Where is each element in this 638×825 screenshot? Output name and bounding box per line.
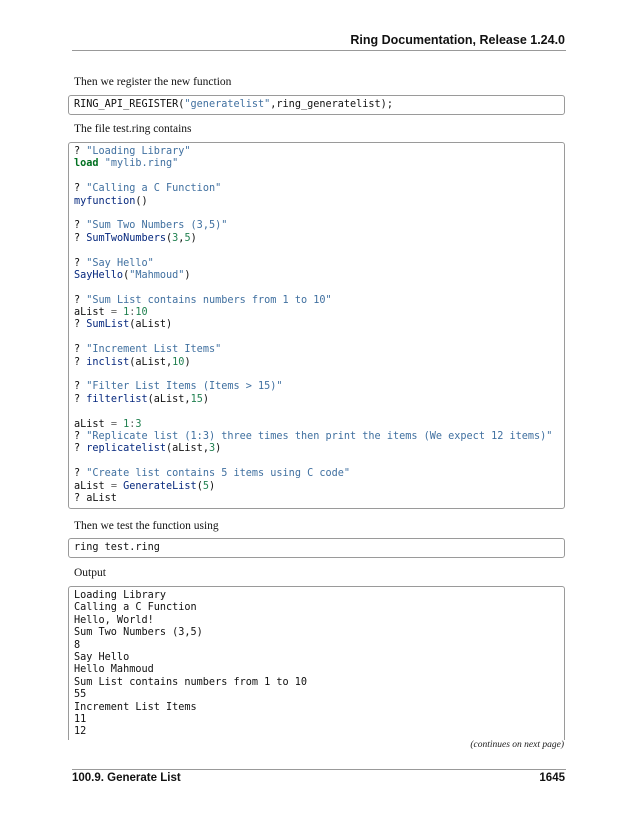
code-line	[74, 652, 559, 664]
code-token: Calling a C Function	[74, 602, 197, 614]
code-line	[74, 627, 559, 639]
code-token: ? aList	[74, 492, 117, 504]
code-token: Hello Mahmoud	[74, 664, 154, 676]
code-token: 8	[74, 639, 81, 651]
code-line	[74, 542, 559, 554]
code-token: replicatelist	[86, 443, 167, 455]
code-token: (aList,	[166, 443, 209, 455]
code-token: load	[74, 158, 99, 170]
footer-page-number: 1645	[539, 772, 565, 784]
code-line	[74, 245, 559, 257]
code-token: :	[129, 418, 136, 430]
code-token: aList	[74, 480, 111, 492]
code-token: "Say Hello"	[86, 257, 154, 269]
code-line	[74, 233, 559, 245]
code-token: "Increment List Items"	[86, 344, 222, 356]
code-token: ?	[74, 468, 87, 480]
code-token: "Mahmoud"	[129, 269, 185, 281]
code-token: ,	[178, 232, 185, 244]
code-token: (aList,	[129, 356, 173, 368]
code-token: ring test.ring	[74, 542, 160, 553]
code-token: "Calling a C Function"	[86, 183, 222, 195]
code-token: ?	[74, 232, 87, 244]
code-token: ?	[74, 443, 87, 455]
code-token: )	[202, 393, 209, 405]
code-token: ?	[74, 393, 87, 405]
code-token: 10	[135, 307, 148, 319]
code-token: 5	[184, 232, 191, 244]
code-token: GenerateList	[123, 480, 197, 492]
code-line	[74, 664, 559, 676]
code-line	[74, 307, 559, 319]
code-token: ?	[74, 294, 87, 306]
code-token: ?	[74, 146, 87, 157]
code-line	[74, 394, 559, 406]
code-token: "Sum List contains numbers from 1 to 10"	[86, 294, 332, 306]
code-token: )	[208, 480, 216, 492]
code-token: )	[190, 232, 197, 244]
code-line	[74, 344, 559, 356]
page-header-title: Ring Documentation, Release 1.24.0	[350, 33, 565, 47]
code-token: ?	[74, 356, 87, 368]
code-token: )	[215, 443, 222, 455]
code-token: ?	[74, 220, 87, 232]
code-line	[74, 196, 559, 208]
code-token: 5	[202, 480, 209, 492]
code-token: filterlist	[86, 393, 148, 405]
code-line	[74, 381, 559, 393]
code-token: )	[184, 269, 191, 281]
code-block-output	[68, 586, 565, 740]
code-token: SayHello	[74, 269, 124, 281]
code-line	[74, 369, 559, 381]
code-line	[74, 99, 559, 111]
code-line	[74, 406, 559, 418]
code-line	[74, 171, 559, 183]
code-token: :	[129, 307, 136, 319]
code-line	[74, 183, 559, 195]
code-line	[74, 319, 559, 331]
paragraph-output: Output	[74, 567, 106, 579]
code-token: (	[166, 232, 173, 244]
code-line	[74, 493, 559, 505]
code-token: ?	[74, 257, 87, 269]
code-line	[74, 640, 559, 652]
code-token: 1	[123, 418, 130, 430]
code-token: (aList,	[147, 393, 191, 405]
code-token: Sum Two Numbers (3,5)	[74, 627, 203, 639]
header-divider	[72, 50, 566, 51]
code-token: Hello, World!	[74, 614, 154, 626]
code-line	[74, 602, 559, 614]
code-line	[74, 714, 559, 726]
code-line	[74, 677, 559, 689]
code-block-test-ring	[68, 142, 565, 509]
paragraph-register: Then we register the new function	[74, 76, 232, 88]
code-token: 15	[190, 393, 203, 405]
code-token: "Create list contains 5 items using C code"	[86, 468, 351, 480]
code-line	[74, 295, 559, 307]
code-token: "Loading Library"	[86, 146, 191, 157]
code-token: ?	[74, 183, 87, 195]
code-token: ,ring_generatelist);	[270, 99, 393, 110]
code-token: "Replicate list (1:3) three times then print the items (We expect 12 items)"	[86, 430, 553, 442]
code-line	[74, 419, 559, 431]
code-line	[74, 431, 559, 443]
code-line	[74, 726, 559, 738]
code-token: 11	[74, 713, 87, 725]
code-token: ?	[74, 344, 87, 356]
code-token: 3	[172, 232, 179, 244]
code-line	[74, 258, 559, 270]
code-token: 55	[74, 689, 87, 701]
code-line	[74, 468, 559, 480]
footer-divider	[72, 769, 566, 770]
code-token: "mylib.ring"	[104, 158, 179, 170]
code-token: ?	[74, 381, 87, 393]
code-token: SumTwoNumbers	[86, 232, 167, 244]
code-line	[74, 357, 559, 369]
code-token: =	[110, 307, 117, 319]
code-token: 3	[208, 443, 216, 455]
code-line	[74, 158, 559, 170]
code-line	[74, 220, 559, 232]
code-token: "Sum Two Numbers (3,5)"	[86, 220, 228, 232]
code-block-run	[68, 538, 565, 558]
code-token: 12	[74, 726, 87, 738]
code-line	[74, 282, 559, 294]
code-token: 3	[135, 418, 142, 430]
code-block-register	[68, 95, 565, 115]
code-line	[74, 615, 559, 627]
code-line	[74, 443, 559, 455]
code-token: =	[110, 418, 117, 430]
code-token: 10	[172, 356, 185, 368]
code-token: RING_API_REGISTER(	[74, 99, 185, 110]
code-line	[74, 456, 559, 468]
paragraph-testrun: Then we test the function using	[74, 520, 219, 532]
code-token: aList	[74, 307, 111, 319]
code-token: ?	[74, 430, 87, 442]
code-token: (	[196, 480, 203, 492]
code-token: aList	[74, 418, 111, 430]
code-token: Sum List contains numbers from 1 to 10	[74, 676, 308, 688]
code-line	[74, 270, 559, 282]
code-token: 1	[123, 307, 130, 319]
code-token: myfunction	[74, 195, 136, 207]
code-token: Loading Library	[74, 590, 167, 601]
code-line	[74, 332, 559, 344]
code-token: ?	[74, 319, 87, 331]
code-line	[74, 590, 559, 602]
code-token: "generatelist"	[184, 99, 271, 110]
code-token: SumList	[86, 319, 130, 331]
code-token: (aList)	[129, 319, 173, 331]
code-line	[74, 689, 559, 701]
code-token: Say Hello	[74, 651, 130, 663]
paragraph-testfile: The file test.ring contains	[74, 123, 192, 135]
code-token: )	[184, 356, 191, 368]
footer-section-title: 100.9. Generate List	[72, 772, 181, 784]
code-line	[74, 702, 559, 714]
code-token: =	[110, 480, 117, 492]
code-token: (	[123, 269, 130, 281]
code-token: "Filter List Items (Items > 15)"	[86, 381, 283, 393]
continues-note: (continues on next page)	[470, 740, 564, 750]
code-token: Increment List Items	[74, 701, 197, 713]
code-line	[74, 208, 559, 220]
code-line	[74, 146, 559, 158]
code-token: ()	[135, 195, 148, 207]
code-line	[74, 481, 559, 493]
code-token: inclist	[86, 356, 130, 368]
